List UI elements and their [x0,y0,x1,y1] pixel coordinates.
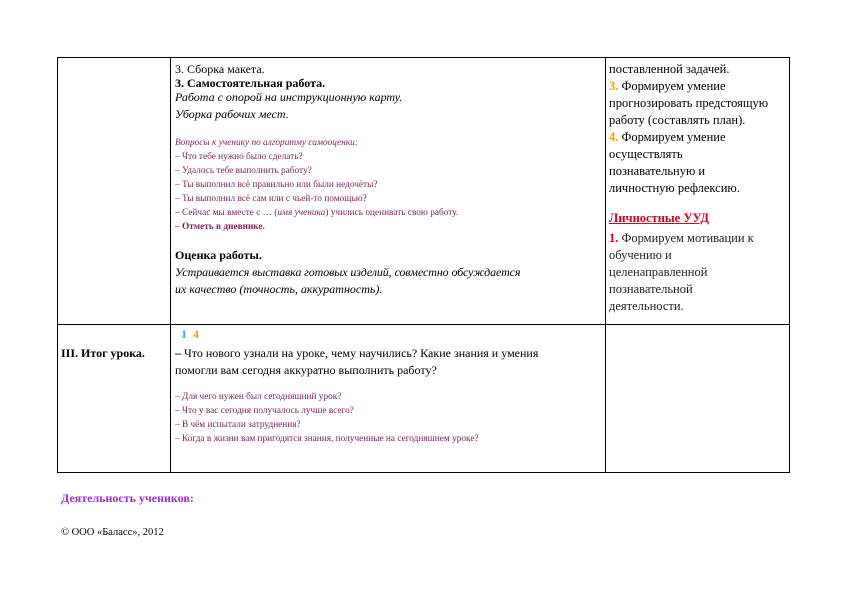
uud-personal-item-1 [609,230,787,247]
copyright: © ООО «Баласс», 2012 [61,527,164,538]
uud-text: целенаправленной [609,265,708,279]
uud-num-4: 4. [609,130,619,144]
uud-item-4-text: Формируем умение [618,130,726,144]
table-divider-2 [605,57,606,473]
row2-left-cell [61,346,145,360]
evaluation-title: Оценка работы. [175,248,262,262]
row1-middle-cell [175,62,603,296]
uud-text: обучению и [609,248,672,262]
table-divider-1 [170,57,171,473]
uud-text: работу (составлять план). [609,113,746,127]
summary-question-1: – Что нового узнали на уроке, чему научились? Какие знания и умения [175,346,539,360]
table-border-bottom [57,472,790,473]
uud-item-4 [609,129,787,146]
summary-small-question: – Для чего нужен был сегодняшний урок? [175,392,342,402]
table-row-divider [57,324,790,325]
self-eval-q5-end: ) учились оценивать свою работу. [325,208,459,218]
uud-num-1: 1. [609,231,619,245]
self-eval-question: – Что тебе нужно было сделать? [175,152,303,162]
uud-text: познавательную и [609,164,706,178]
table-border-left [57,57,58,473]
self-eval-title: Вопросы к ученику по алгоритму самооценки: [175,138,358,148]
uud-markers [175,327,603,341]
personal-uud-title: Личностные УУД [609,211,710,225]
student-activity-heading: Деятельность учеников: [61,491,194,505]
evaluation-text-2: их качество (точность, аккуратность). [175,282,383,296]
step-independent-work: 3. Самостоятельная работа. [175,76,326,90]
self-eval-q5-start: – Сейчас мы вместе с … ( [175,208,278,218]
self-eval-question [175,207,603,220]
row2-middle-cell [175,327,603,446]
self-eval-question: – Удалось тебе выполнить работу? [175,166,312,176]
row1-right-cell [609,61,787,315]
lesson-summary-title: III. Итог урока. [61,346,145,360]
uud-text: прогнозировать предстоящую [609,96,769,110]
cleanup-workplaces: Уборка рабочих мест. [175,107,289,121]
self-eval-question: – Отметь в дневнике. [175,222,265,232]
uud-item-3-text: Формируем умение [618,79,726,93]
uud-text: деятельности. [609,299,684,313]
summary-question-text: Что нового узнали на уроке, чему научились? Какие знания и умения [184,346,539,360]
summary-small-question: – Что у вас сегодня получалось лучше всего? [175,406,354,416]
marker-1: 1 [181,327,187,341]
summary-question-2: помогли вам сегодня аккуратно выполнить работу? [175,363,437,377]
self-eval-q5-name: имя ученика [277,208,326,218]
marker-4: 4 [193,327,199,341]
uud-personal-item-1-text: Формируем мотивации к [618,231,754,245]
self-eval-question: – Ты выполнил всё сам или с чьей-то помощью? [175,194,367,204]
evaluation-text-1: Устраивается выставка готовых изделий, совместно обсуждается [175,265,521,279]
uud-item-3 [609,78,787,95]
uud-text: осуществлять [609,147,683,161]
self-eval-question: – Ты выполнил всё правильно или были недочёты? [175,180,378,190]
work-with-instruction: Работа с опорой на инструкционную карту. [175,90,403,104]
uud-text: личностную рефлексию. [609,181,740,195]
uud-num-3: 3. [609,79,619,93]
summary-small-question: – В чём испытали затруднения? [175,420,301,430]
step-assembly: 3. Сборка макета. [175,62,265,76]
summary-small-question: – Когда в жизни вам пригодятся знания, полученные на сегодняшнем уроке? [175,434,479,444]
table-border-right [789,57,790,473]
uud-text: познавательной [609,282,693,296]
uud-text: поставленной задачей. [609,62,730,76]
lesson-table [57,57,790,473]
table-border-top [57,57,790,58]
